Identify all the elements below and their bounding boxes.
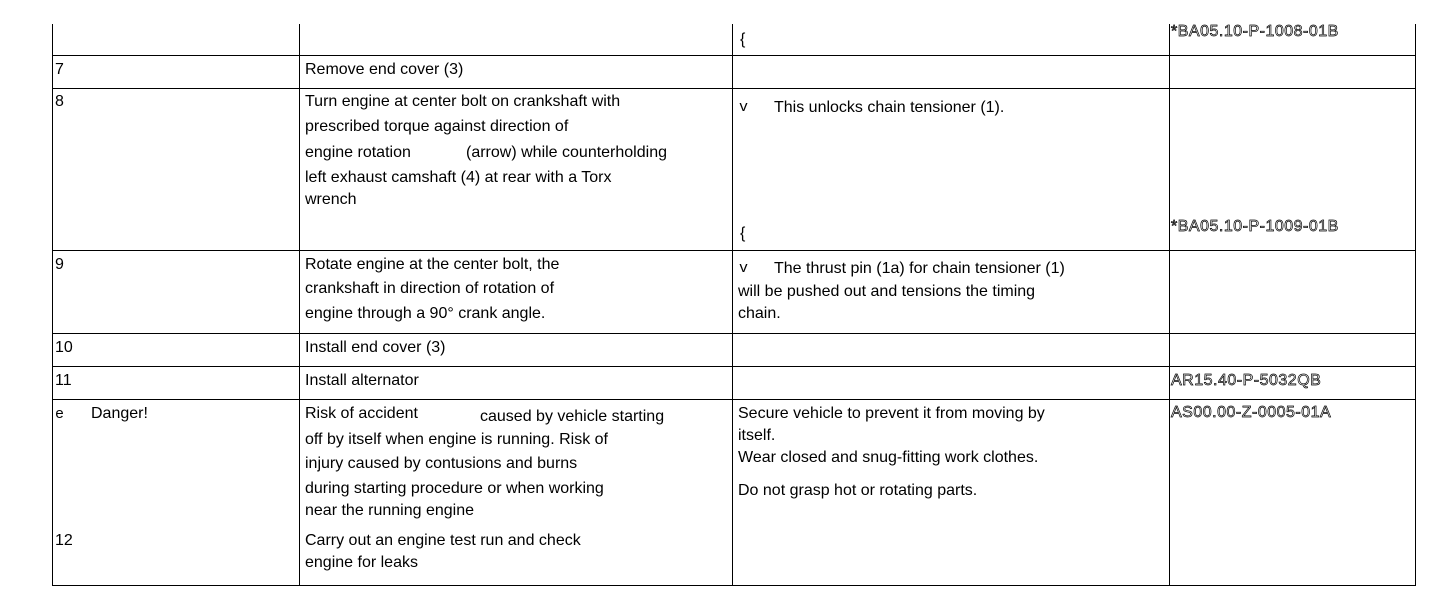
table-column-divider — [732, 24, 733, 586]
step-action-line: engine through a 90° crank angle. — [305, 305, 546, 322]
step-action: Remove end cover (3) — [305, 61, 464, 78]
reference-link[interactable]: *BA05.10-P-1008-01B — [1171, 23, 1339, 40]
step-action-line: Carry out an engine test run and check — [305, 532, 581, 549]
safety-measure-line: itself. — [738, 427, 776, 444]
table-row-divider — [52, 88, 1416, 89]
step-note-line: will be pushed out and tensions the timing — [738, 283, 1036, 300]
risk-text-line: during starting procedure or when working — [305, 480, 604, 497]
safety-measure-line: Secure vehicle to prevent it from moving by — [738, 405, 1045, 422]
risk-text-line: Risk of accident — [305, 405, 418, 422]
step-action-line: (arrow) while counterholding — [466, 144, 667, 161]
risk-text-line: near the running engine — [305, 502, 475, 519]
risk-text-line: injury caused by contusions and burns — [305, 455, 578, 472]
step-number: 9 — [55, 256, 64, 273]
table-border-left — [52, 24, 53, 586]
safety-measure-line: Do not grasp hot or rotating parts. — [738, 482, 978, 499]
table-row-divider — [52, 399, 1416, 400]
step-action-line: prescribed torque against direction of — [305, 118, 569, 135]
table-column-divider — [1169, 24, 1170, 586]
safety-measure-line: Wear closed and snug-fitting work clothes. — [738, 449, 1039, 466]
risk-text-line: caused by vehicle starting — [480, 408, 665, 425]
danger-label: Danger! — [91, 405, 148, 422]
note-symbol: { — [740, 225, 746, 242]
step-note: This unlocks chain tensioner (1). — [774, 99, 1005, 116]
step-action: Install end cover (3) — [305, 339, 446, 356]
step-action-line: left exhaust camshaft (4) at rear with a Torx — [305, 169, 612, 186]
note-check-icon: v — [739, 99, 749, 116]
table-border-bottom — [52, 585, 1416, 586]
table-row-divider — [52, 333, 1416, 334]
step-action-line: engine for leaks — [305, 554, 418, 571]
table-row-divider — [52, 250, 1416, 251]
risk-text-line: off by itself when engine is running. Risk of — [305, 431, 608, 448]
step-action-line: Rotate engine at the center bolt, the — [305, 256, 560, 273]
table-column-divider — [299, 24, 300, 586]
step-number: 10 — [55, 339, 73, 356]
danger-icon: e — [55, 406, 65, 423]
step-note-line: chain. — [738, 305, 781, 322]
note-check-icon: v — [739, 260, 749, 277]
step-action-line: wrench — [305, 191, 357, 208]
table-border-right — [1415, 24, 1416, 586]
reference-link[interactable]: AR15.40-P-5032QB — [1171, 372, 1322, 389]
step-action-line: crankshaft in direction of rotation of — [305, 280, 555, 297]
step-action: Install alternator — [305, 372, 419, 389]
step-action-line: Turn engine at center bolt on crankshaft with — [305, 93, 621, 110]
step-number: 8 — [55, 93, 64, 110]
table-row-divider — [52, 366, 1416, 367]
step-number: 12 — [55, 532, 73, 549]
step-note-line: The thrust pin (1a) for chain tensioner (1) — [774, 260, 1065, 277]
step-action-line: engine rotation — [305, 144, 411, 161]
step-number: 11 — [55, 372, 72, 389]
reference-link[interactable]: *BA05.10-P-1009-01B — [1171, 218, 1339, 235]
reference-link[interactable]: AS00.00-Z-0005-01A — [1171, 404, 1332, 421]
table-row-divider — [52, 55, 1416, 56]
note-symbol: { — [740, 31, 746, 48]
step-number: 7 — [55, 61, 64, 78]
